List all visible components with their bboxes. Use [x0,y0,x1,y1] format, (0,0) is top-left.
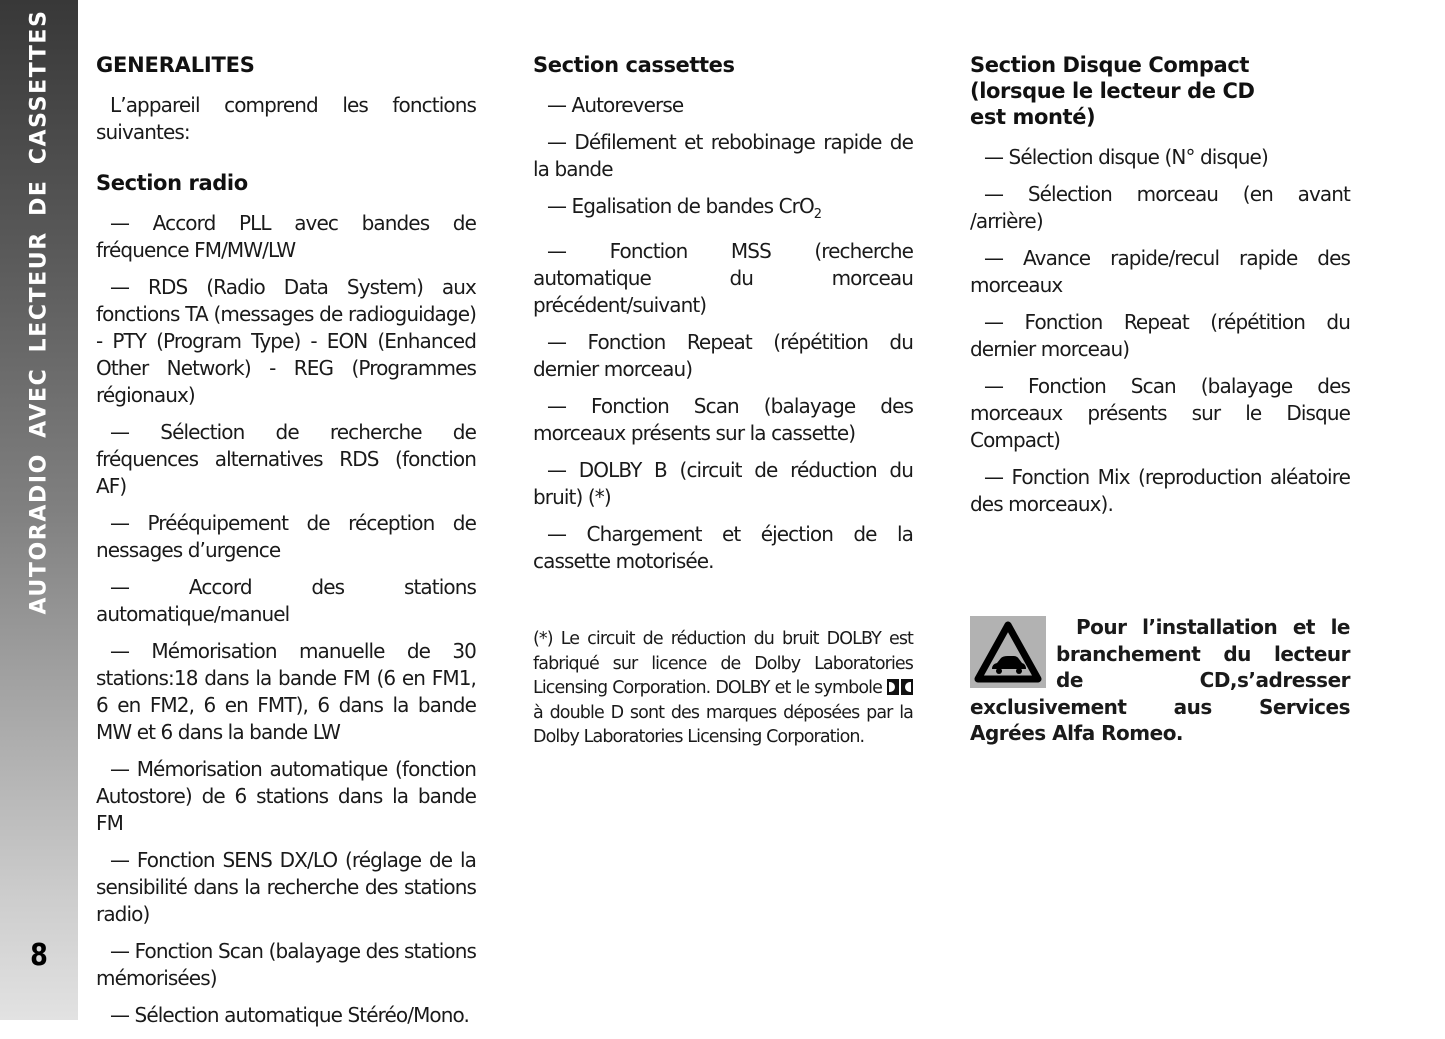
list-item: — Avance rapide/recul rapide des morceaux [970,246,1350,297]
list-item: — Sélection de recherche de fréquences alternatives RDS (fonction AF) [96,420,476,498]
column-cassettes [533,52,913,750]
list-item: — Prééquipement de réception de nessages d’urgence [96,511,476,562]
list-item: — Fonction Scan (balayage des stations mémorisées) [96,939,476,990]
intro-paragraph: L’appareil comprend les fonctions suivantes: [96,93,476,144]
subscript-2: 2 [813,207,822,222]
list-item: — Autoreverse [547,93,684,117]
warning-car-triangle-icon [970,616,1046,688]
list-item: — Fonction SENS DX/LO (réglage de la sensibilité dans la recherche des stations radio) [96,848,476,926]
list-item: — Accord PLL avec bandes de fréquence FM/MW/LW [96,211,476,262]
list-item: — Fonction Mix (reproduction aléatoire des morceaux). [970,465,1350,516]
warning-note [970,614,1350,747]
chapter-title: AUTORADIO AVEC LECTEUR DE CASSETTES [26,9,52,615]
heading-section-cassettes: Section cassettes [533,53,735,77]
list-item: — Fonction Scan (balayage des morceaux présents sur la cassette) [533,394,913,445]
list-item: — RDS (Radio Data System) aux fonctions TA (messages de radioguidage) - PTY (Program Type) - EON (Enhanced Other Network) - REG (Programmes régionaux) [96,275,476,407]
dolby-double-d-icon [887,679,913,695]
list-item: — Sélection automatique Stéréo/Mono. [110,1003,469,1027]
list-item: — Fonction Repeat (répétition du dernier morceau) [970,310,1350,361]
column-generalites [96,52,476,1039]
list-item: — Fonction MSS (recherche automatique du morceau précédent/suivant) [533,239,913,317]
dolby-footnote [533,627,913,750]
list-item: — Fonction Scan (balayage des morceaux présents sur le Disque Compact) [970,374,1350,452]
heading-section-disque-compact: Section Disque Compact (lorsque le lecteur de CD est monté) [970,53,1255,129]
list-item: — Défilement et rebobinage rapide de la bande [533,130,913,181]
warning-text: Pour l’installation et le branchement du lecteur de CD,s’adresser exclusivement aus Services Agrées Alfa Romeo. [970,615,1350,745]
footnote-text-part2: à double D sont des marques déposées par la Dolby Laboratories Licensing Corporation. [533,702,913,747]
sidebar-band [0,0,78,1020]
list-item: — Sélection morceau (en avant /arrière) [970,182,1350,233]
heading-generalites: GENERALITES [96,53,255,77]
heading-section-radio: Section radio [96,171,248,195]
list-item: — DOLBY B (circuit de réduction du bruit) (*) [533,458,913,509]
list-item-text: — Egalisation de bandes CrO [547,194,814,218]
list-item: — Mémorisation manuelle de 30 stations:18 dans la bande FM (6 en FM1, 6 en FM2, 6 en FMT), 6 dans la bande MW et 6 dans la bande LW [96,639,476,744]
list-item: — Chargement et éjection de la cassette motorisée. [533,522,913,573]
column-disque-compact [970,52,1350,747]
page-number: 8 [30,938,48,973]
list-item: — Accord des stations automatique/manuel [96,575,476,626]
list-item: — Fonction Repeat (répétition du dernier morceau) [533,330,913,381]
list-item [533,193,913,228]
list-item: — Sélection disque (N° disque) [984,145,1268,169]
footnote-text-part1: (*) Le circuit de réduction du bruit DOLBY est fabriqué sur licence de Dolby Laboratories Licensing Corporation. DOLBY et le symbole [533,629,913,698]
list-item: — Mémorisation automatique (fonction Autostore) de 6 stations dans la bande FM [96,757,476,835]
